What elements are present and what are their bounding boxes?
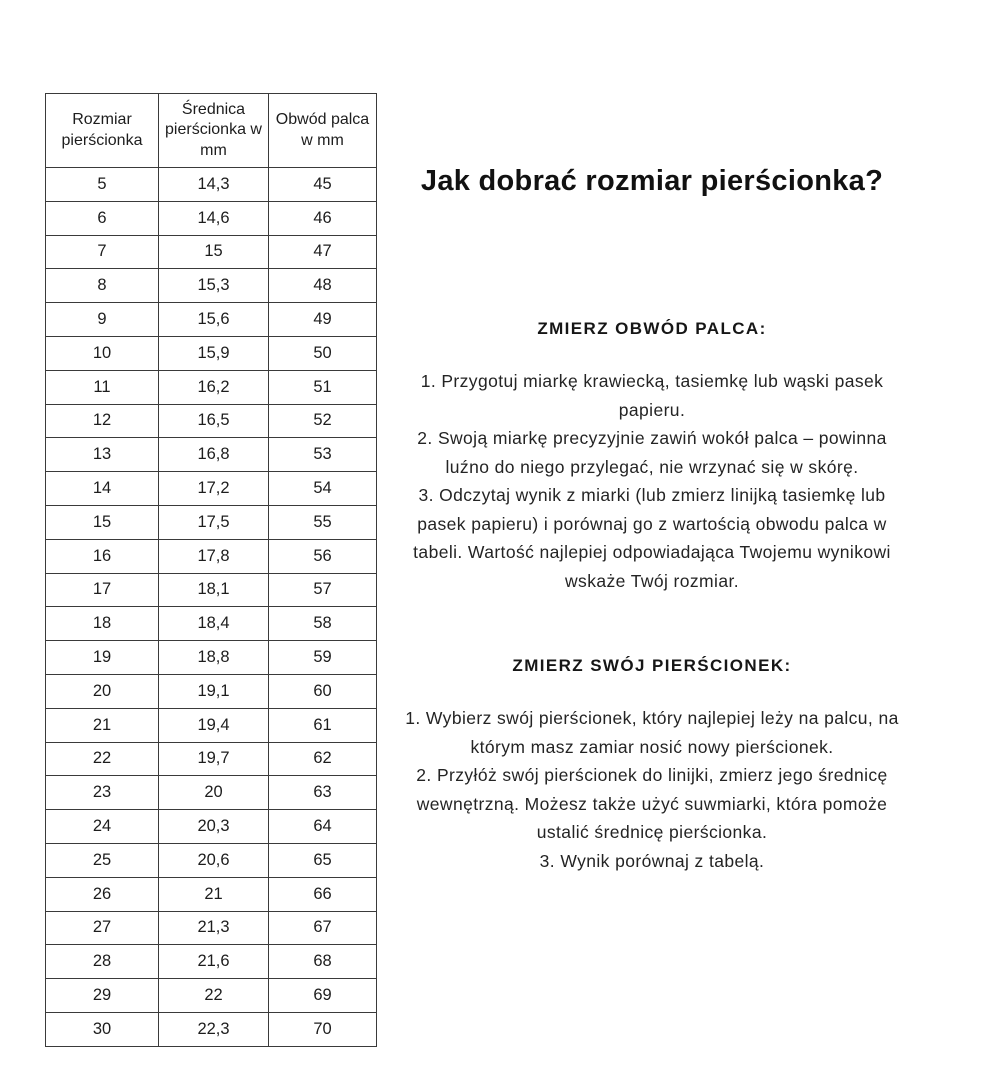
cell-finger-circumference: 48 [269,269,377,303]
instruction-item: 1. Przygotuj miarkę krawiecką, tasiemkę lub wąski pasek papieru. [420,371,884,420]
cell-ring-diameter: 14,3 [159,168,269,202]
cell-finger-circumference: 58 [269,607,377,641]
cell-finger-circumference: 56 [269,539,377,573]
cell-ring-diameter: 17,8 [159,539,269,573]
cell-ring-size: 8 [46,269,159,303]
cell-finger-circumference: 69 [269,979,377,1013]
cell-ring-diameter: 16,8 [159,438,269,472]
cell-ring-size: 22 [46,742,159,776]
cell-ring-size: 18 [46,607,159,641]
cell-ring-diameter: 18,4 [159,607,269,641]
header-finger-circumference: Obwód palca w mm [269,94,377,168]
cell-ring-size: 13 [46,438,159,472]
cell-ring-size: 19 [46,641,159,675]
cell-ring-size: 29 [46,979,159,1013]
cell-ring-diameter: 16,5 [159,404,269,438]
cell-ring-size: 9 [46,303,159,337]
cell-finger-circumference: 60 [269,674,377,708]
cell-finger-circumference: 45 [269,168,377,202]
size-table-row [46,336,377,370]
ring-size-table [45,93,377,1047]
cell-ring-diameter: 21,3 [159,911,269,945]
cell-ring-size: 24 [46,810,159,844]
size-table-row [46,742,377,776]
size-table-row [46,505,377,539]
cell-finger-circumference: 49 [269,303,377,337]
cell-ring-size: 14 [46,472,159,506]
cell-ring-size: 11 [46,370,159,404]
instruction-item: 2. Swoją miarkę precyzyjnie zawiń wokół palca – powinna luźno do niego przylegać, nie wrzynać się w skórę. [417,428,887,477]
cell-ring-diameter: 15,3 [159,269,269,303]
page-title: Jak dobrać rozmiar pierścionka? [420,165,884,197]
cell-finger-circumference: 55 [269,505,377,539]
cell-ring-size: 10 [46,336,159,370]
cell-ring-diameter: 21 [159,877,269,911]
cell-ring-diameter: 18,8 [159,641,269,675]
instruction-list-ring [398,704,906,875]
size-table-row [46,438,377,472]
size-table-row [46,370,377,404]
size-table-row [46,235,377,269]
cell-finger-circumference: 68 [269,945,377,979]
cell-ring-diameter: 19,1 [159,674,269,708]
size-table-row [46,303,377,337]
size-table-row [46,168,377,202]
cell-ring-diameter: 14,6 [159,201,269,235]
header-ring-diameter: Średnica pierścionka w mm [159,94,269,168]
cell-finger-circumference: 64 [269,810,377,844]
size-table-row [46,269,377,303]
size-table-row [46,1012,377,1046]
cell-finger-circumference: 66 [269,877,377,911]
section-measure-ring [398,655,906,875]
cell-ring-size: 30 [46,1012,159,1046]
ring-size-table-container [45,93,376,1047]
cell-finger-circumference: 47 [269,235,377,269]
size-table-row [46,776,377,810]
size-table-row [46,708,377,742]
size-table-row [46,201,377,235]
cell-ring-diameter: 22,3 [159,1012,269,1046]
cell-ring-size: 27 [46,911,159,945]
instruction-item: 3. Wynik porównaj z tabelą. [539,850,765,871]
cell-finger-circumference: 62 [269,742,377,776]
cell-finger-circumference: 59 [269,641,377,675]
cell-finger-circumference: 65 [269,843,377,877]
size-table-row [46,810,377,844]
cell-ring-size: 21 [46,708,159,742]
cell-ring-size: 28 [46,945,159,979]
cell-finger-circumference: 61 [269,708,377,742]
cell-ring-size: 6 [46,201,159,235]
cell-finger-circumference: 52 [269,404,377,438]
section-measure-finger-heading: ZMIERZ OBWÓD PALCA: [537,319,767,338]
cell-ring-size: 25 [46,843,159,877]
cell-ring-size: 15 [46,505,159,539]
cell-ring-size: 20 [46,674,159,708]
cell-finger-circumference: 67 [269,911,377,945]
cell-ring-diameter: 19,7 [159,742,269,776]
cell-ring-size: 7 [46,235,159,269]
cell-ring-diameter: 15,6 [159,303,269,337]
cell-finger-circumference: 46 [269,201,377,235]
cell-ring-size: 12 [46,404,159,438]
size-table-body [46,168,377,1047]
instruction-item: 1. Wybierz swój pierścionek, który najlepiej leży na palcu, na którym masz zamiar nosić nowy pierścionek. [405,708,899,757]
instruction-list-finger [398,367,906,595]
size-table-row [46,539,377,573]
cell-ring-diameter: 20,3 [159,810,269,844]
instruction-item: 3. Odczytaj wynik z miarki (lub zmierz linijką tasiemkę lub pasek papieru) i porównaj go z wartością obwodu palca w tabeli. Wartość najlepiej odpowiadająca Twojemu wynikowi wskaże Twój rozmiar. [413,485,891,591]
cell-finger-circumference: 63 [269,776,377,810]
size-table-row [46,607,377,641]
header-ring-size: Rozmiar pierścionka [46,94,159,168]
cell-ring-diameter: 20 [159,776,269,810]
cell-ring-diameter: 21,6 [159,945,269,979]
cell-finger-circumference: 57 [269,573,377,607]
cell-ring-diameter: 19,4 [159,708,269,742]
cell-ring-diameter: 22 [159,979,269,1013]
cell-ring-size: 16 [46,539,159,573]
cell-finger-circumference: 54 [269,472,377,506]
cell-ring-diameter: 20,6 [159,843,269,877]
instruction-item: 2. Przyłóż swój pierścionek do linijki, zmierz jego średnicę wewnętrzną. Możesz także użyć suwmiarki, która pomoże ustalić średnicę pierścionka. [416,765,888,842]
size-table-row [46,911,377,945]
cell-finger-circumference: 50 [269,336,377,370]
size-table-header [46,94,377,168]
cell-finger-circumference: 53 [269,438,377,472]
size-table-row [46,404,377,438]
size-table-header-row [46,94,377,168]
cell-ring-size: 5 [46,168,159,202]
cell-ring-size: 26 [46,877,159,911]
cell-ring-diameter: 15,9 [159,336,269,370]
cell-ring-diameter: 16,2 [159,370,269,404]
cell-ring-size: 23 [46,776,159,810]
size-table-row [46,641,377,675]
cell-ring-diameter: 17,5 [159,505,269,539]
cell-ring-diameter: 17,2 [159,472,269,506]
cell-finger-circumference: 70 [269,1012,377,1046]
size-table-row [46,573,377,607]
size-table-row [46,843,377,877]
guide-content [398,164,906,875]
cell-ring-size: 17 [46,573,159,607]
cell-ring-diameter: 18,1 [159,573,269,607]
size-table-row [46,877,377,911]
size-table-row [46,979,377,1013]
cell-finger-circumference: 51 [269,370,377,404]
cell-ring-diameter: 15 [159,235,269,269]
size-table-row [46,472,377,506]
size-table-row [46,674,377,708]
size-table-row [46,945,377,979]
section-measure-ring-heading: ZMIERZ SWÓJ PIERŚCIONEK: [512,656,792,675]
section-measure-finger [398,318,906,595]
